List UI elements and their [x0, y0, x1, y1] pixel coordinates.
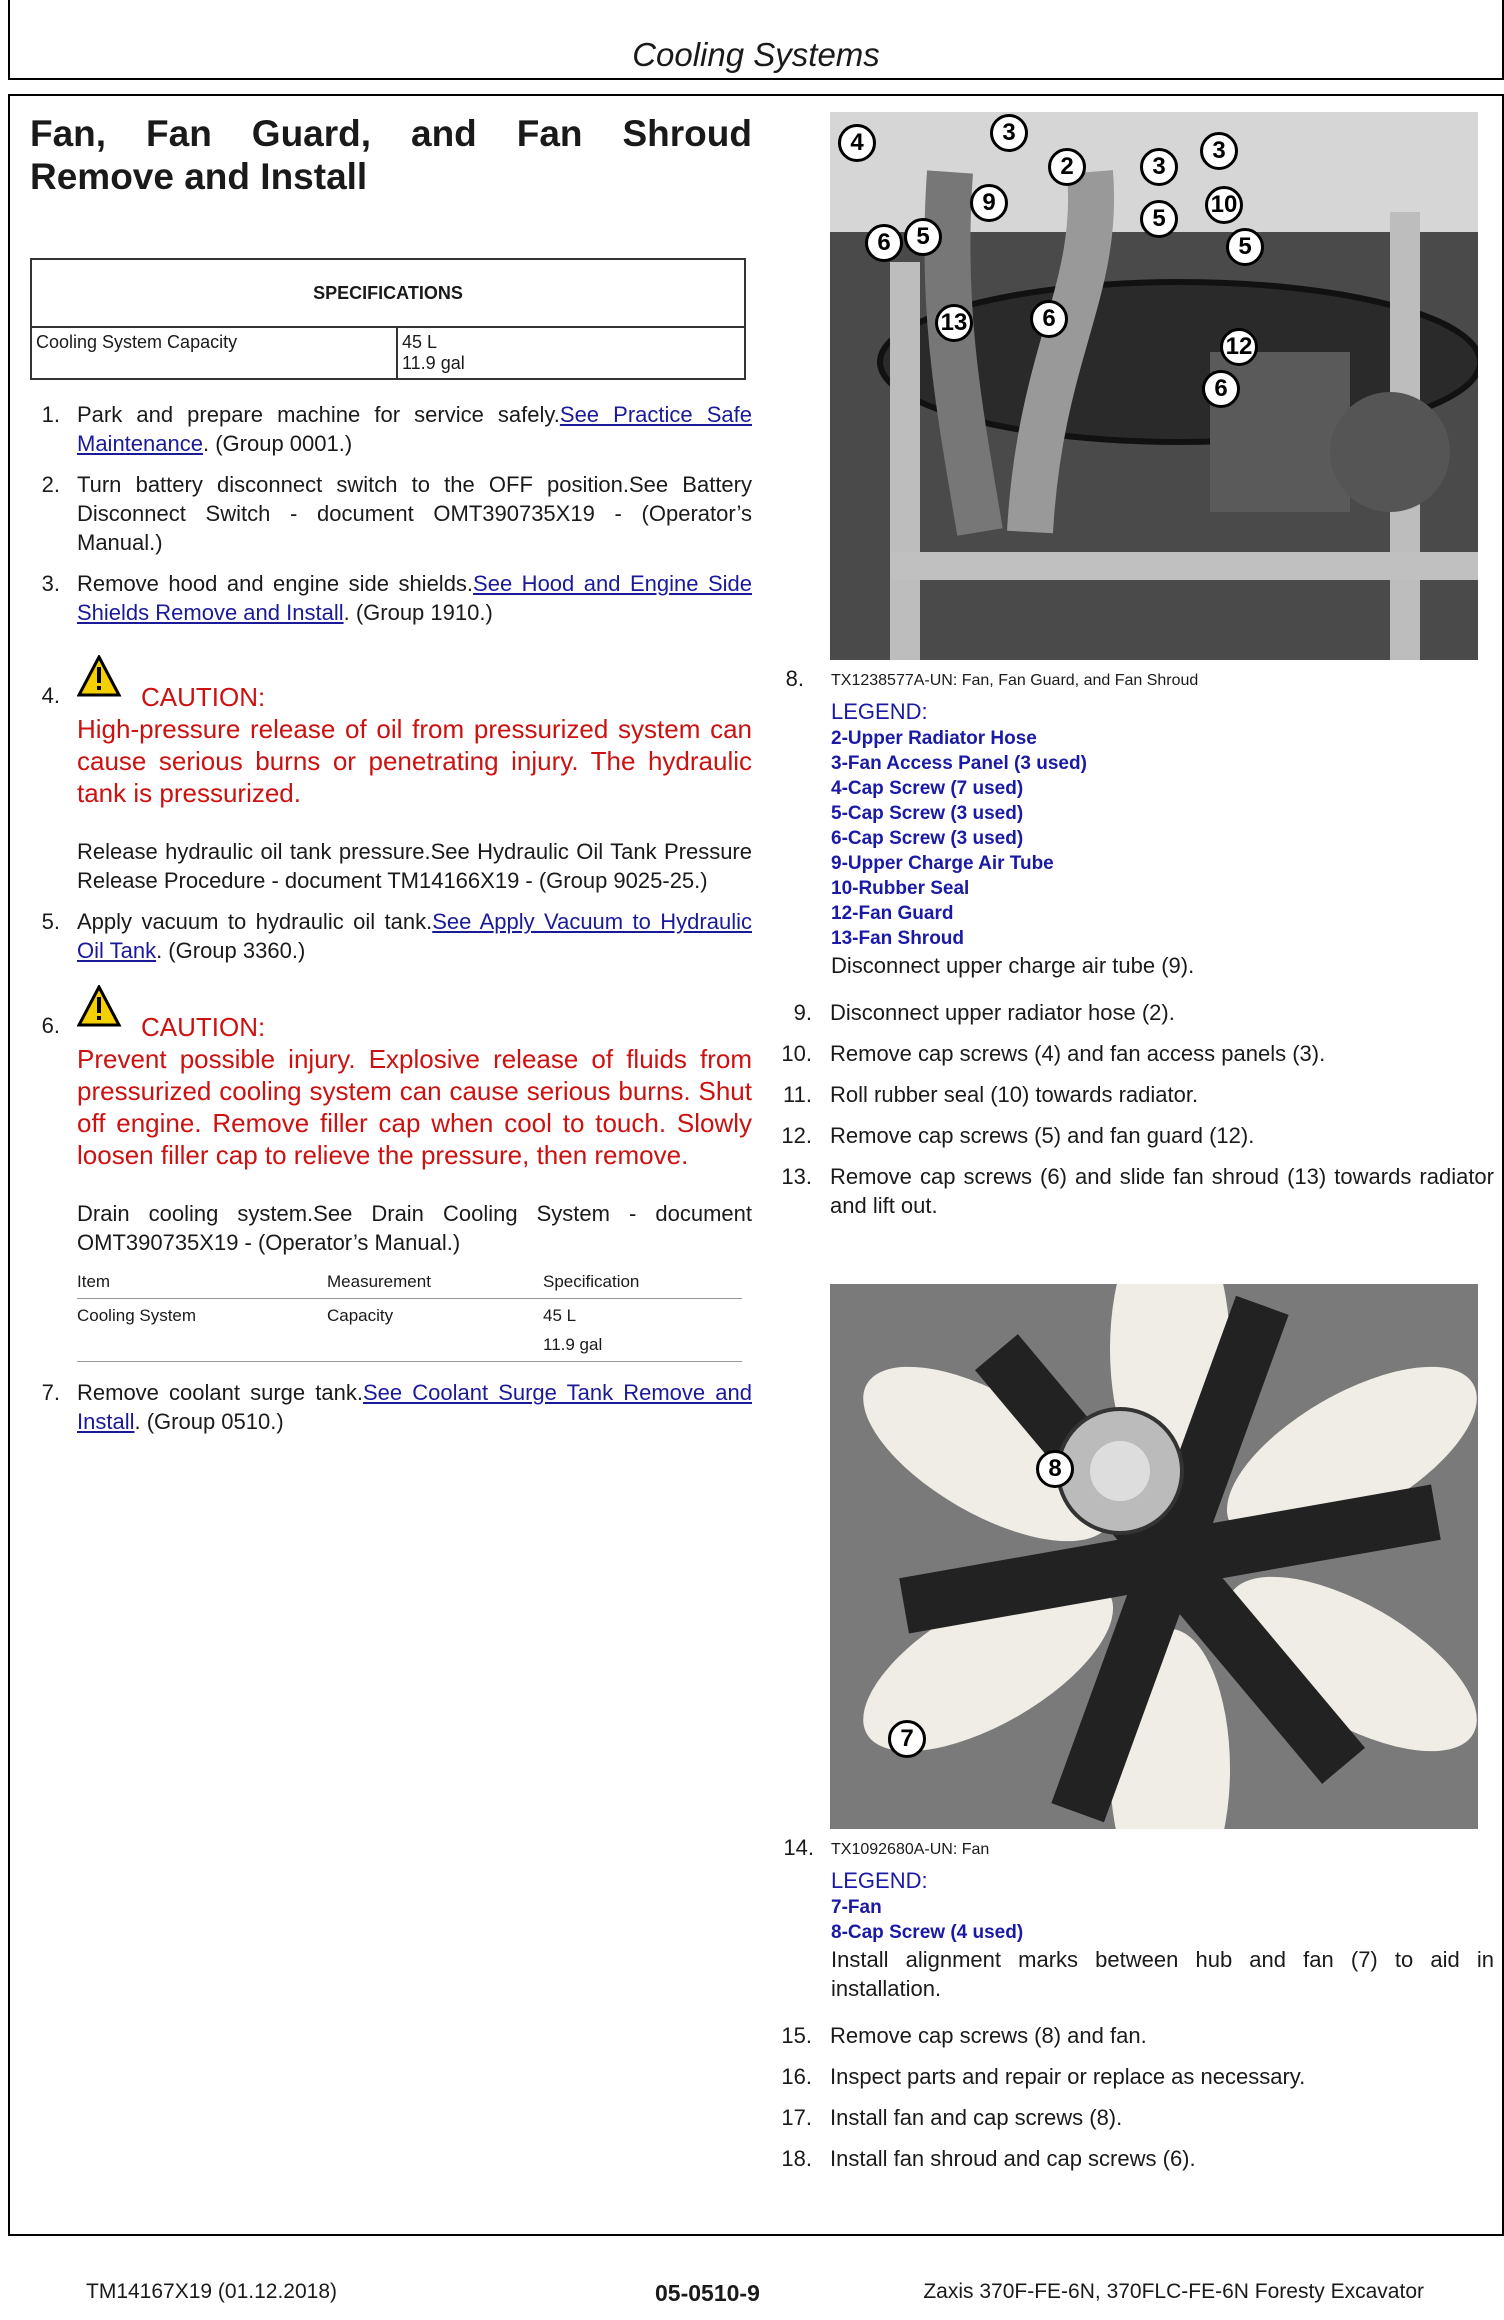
right-column [764, 112, 1494, 2185]
meas-spec-gal: 11.9 gal [543, 1335, 603, 1354]
step-text: Release hydraulic oil tank pressure.See Hydraulic Oil Tank Pressure Release Procedure - document TM14166X19 - (Group 9025-25.) [77, 839, 752, 893]
step-text: Apply vacuum to hydraulic oil tank. [77, 909, 433, 934]
link-coolant-surge-tank[interactable]: See Coolant Surge Tank Remove and Install [77, 1380, 752, 1434]
callout-7: 7 [888, 1720, 926, 1758]
step-number: 10. [781, 1041, 812, 1066]
step-number: 9. [793, 1000, 812, 1025]
callout-10: 10 [1205, 186, 1243, 224]
meas-header-specification: Specification [543, 1265, 742, 1299]
step-number: 6. [41, 1013, 60, 1038]
link-hood-side-shields[interactable]: See Hood and Engine Side Shields Remove and Install [77, 571, 752, 625]
legend-item: 5-Cap Screw (3 used) [831, 803, 1024, 824]
meas-header-item: Item [77, 1265, 327, 1299]
content-frame [8, 94, 1504, 2236]
caution-label: CAUTION: [141, 1012, 266, 1042]
figure2-caption: TX1092680A-UN: Fan [831, 1841, 990, 1858]
step-text: Disconnect upper charge air tube (9). [831, 953, 1195, 978]
meas-spec [543, 1299, 742, 1362]
left-column [30, 112, 752, 1448]
legend-item: 12-Fan Guard [831, 903, 954, 924]
step-number: 14. [783, 1835, 814, 1860]
step-number: 4. [41, 683, 60, 708]
step-number: 3. [41, 571, 60, 596]
steps-right-a [764, 998, 1494, 1220]
callout-5: 5 [904, 218, 942, 256]
warning-triangle-icon [77, 985, 141, 1043]
callout-3: 3 [1200, 132, 1238, 170]
measurement-table [77, 1265, 742, 1362]
step-number: 5. [41, 909, 60, 934]
callout-6: 6 [1202, 370, 1240, 408]
meas-header-measurement: Measurement [327, 1265, 543, 1299]
fan-illustration [830, 1284, 1478, 1829]
step-number: 11. [783, 1082, 812, 1107]
specifications-table [30, 258, 746, 380]
meas-spec-l: 45 L [543, 1306, 577, 1325]
meas-item: Cooling System [77, 1299, 327, 1362]
meas-measurement: Capacity [327, 1299, 543, 1362]
footer-page-number: 05-0510-9 [655, 2280, 760, 2306]
step-number: 13. [781, 1164, 812, 1189]
step-9 [764, 998, 1494, 1027]
legend-item: 10-Rubber Seal [831, 878, 970, 899]
step-14 [764, 1835, 1494, 2003]
step-number: 2. [41, 472, 60, 497]
step-text: Drain cooling system.See Drain Cooling System - document OMT390735X19 - (Operator’s Manual.) [77, 1201, 752, 1255]
footer-doc-id: TM14167X19 (01.12.2018) [86, 2280, 338, 2303]
legend-item: 9-Upper Charge Air Tube [831, 853, 1054, 874]
step-number: 15. [781, 2023, 812, 2048]
spec-heading: SPECIFICATIONS [31, 259, 745, 327]
step-number: 8. [785, 666, 804, 691]
step-3 [30, 569, 752, 627]
callout-13: 13 [935, 304, 973, 342]
step-text-suffix: . (Group 3360.) [156, 938, 306, 963]
step-15 [764, 2021, 1494, 2050]
step-7 [30, 1378, 752, 1436]
callout-5: 5 [1140, 200, 1178, 238]
step-text: Install fan and cap screws (8). [830, 2105, 1123, 2130]
step-text-suffix: . (Group 0510.) [134, 1409, 284, 1434]
step-text: Turn battery disconnect switch to the OFF position.See Battery Disconnect Switch - document OMT390735X19 - (Operator’s Manual.) [77, 472, 752, 555]
figure1-legend-title: LEGEND: [831, 699, 928, 724]
legend-item: 8-Cap Screw (4 used) [831, 1922, 1024, 1943]
legend-item: 4-Cap Screw (7 used) [831, 778, 1024, 799]
footer-model: Zaxis 370F-FE-6N, 370FLC-FE-6N Foresty Excavator [923, 2280, 1424, 2303]
caution-text: Prevent possible injury. Explosive release of fluids from pressurized cooling system can cause serious burns. Shut off engine. Remove filler cap when cool to touch. Slowly loosen filler cap to relieve the pressure, then remove. [77, 1044, 752, 1170]
figure1-caption: TX1238577A-UN: Fan, Fan Guard, and Fan Shroud [831, 672, 1199, 689]
spec-value [397, 327, 745, 379]
section-title: Fan, Fan Guard, and Fan Shroud Remove and Install [30, 113, 752, 197]
caution-text: High-pressure release of oil from pressurized system can cause serious burns or penetrating injury. The hydraulic tank is pressurized. [77, 714, 752, 808]
callout-12: 12 [1220, 328, 1258, 366]
link-practice-safe-maintenance[interactable]: See Practice Safe Maintenance [77, 402, 752, 456]
legend-item: 3-Fan Access Panel (3 used) [831, 753, 1087, 774]
page-header [8, 0, 1504, 80]
step-text: Install alignment marks between hub and fan (7) to aid in installation. [831, 1947, 1494, 2001]
step-6 [30, 985, 752, 1362]
step-17 [764, 2103, 1494, 2132]
callout-5: 5 [1226, 228, 1264, 266]
caution-label: CAUTION: [141, 682, 266, 712]
fan-assembly-illustration [830, 112, 1478, 660]
step-number: 7. [41, 1380, 60, 1405]
callout-6: 6 [1030, 300, 1068, 338]
step-text: Remove cap screws (4) and fan access panels (3). [830, 1041, 1326, 1066]
fan-assembly-photo [830, 112, 1478, 660]
step-11 [764, 1080, 1494, 1109]
legend-item: 13-Fan Shroud [831, 928, 965, 949]
step-10 [764, 1039, 1494, 1068]
step-12 [764, 1121, 1494, 1150]
callout-2: 2 [1048, 148, 1086, 186]
callout-8: 8 [1036, 1450, 1074, 1488]
step-text: Disconnect upper radiator hose (2). [830, 1000, 1175, 1025]
spec-value-l: 45 L [402, 332, 438, 352]
step-text-suffix: . (Group 0001.) [202, 431, 353, 456]
callout-9: 9 [970, 184, 1008, 222]
step-text: Park and prepare machine for service safely. [77, 402, 560, 427]
warning-triangle-icon [77, 655, 141, 713]
step-18 [764, 2144, 1494, 2173]
link-apply-vacuum[interactable]: See Apply Vacuum to Hydraulic Oil Tank [77, 909, 752, 963]
legend-item: 6-Cap Screw (3 used) [831, 828, 1024, 849]
step-number: 18. [781, 2146, 812, 2171]
step-4 [30, 655, 752, 895]
fan-photo [830, 1284, 1478, 1829]
step-8 [764, 666, 1494, 980]
legend-item: 7-Fan [831, 1897, 882, 1918]
callout-3: 3 [990, 114, 1028, 152]
step-text: Remove cap screws (6) and slide fan shroud (13) towards radiator and lift out. [830, 1164, 1494, 1218]
step-number: 1. [41, 402, 60, 427]
step-text: Remove coolant surge tank. [77, 1380, 363, 1405]
figure2-legend-title: LEGEND: [831, 1868, 928, 1893]
step-text-suffix: . (Group 1910.) [343, 600, 493, 625]
callout-3: 3 [1140, 148, 1178, 186]
step-text: Install fan shroud and cap screws (6). [830, 2146, 1196, 2171]
steps-right-b [764, 2021, 1494, 2173]
spec-label: Cooling System Capacity [31, 327, 397, 379]
step-number: 17. [781, 2105, 812, 2130]
callout-4: 4 [838, 124, 876, 162]
step-5 [30, 907, 752, 965]
step-2 [30, 470, 752, 557]
step-1 [30, 400, 752, 458]
step-text: Roll rubber seal (10) towards radiator. [830, 1082, 1199, 1107]
step-number: 16. [781, 2064, 812, 2089]
step-text: Remove cap screws (8) and fan. [830, 2023, 1147, 2048]
steps-left [30, 400, 752, 1436]
step-text: Remove cap screws (5) and fan guard (12). [830, 1123, 1255, 1148]
header-title: Cooling Systems [632, 36, 880, 73]
spec-value-gal: 11.9 gal [402, 353, 465, 373]
callout-6: 6 [865, 224, 903, 262]
step-text: Inspect parts and repair or replace as necessary. [830, 2064, 1306, 2089]
legend-item: 2-Upper Radiator Hose [831, 728, 1037, 749]
step-text: Remove hood and engine side shields. [77, 571, 474, 596]
step-16 [764, 2062, 1494, 2091]
step-number: 12. [781, 1123, 812, 1148]
step-13 [764, 1162, 1494, 1220]
